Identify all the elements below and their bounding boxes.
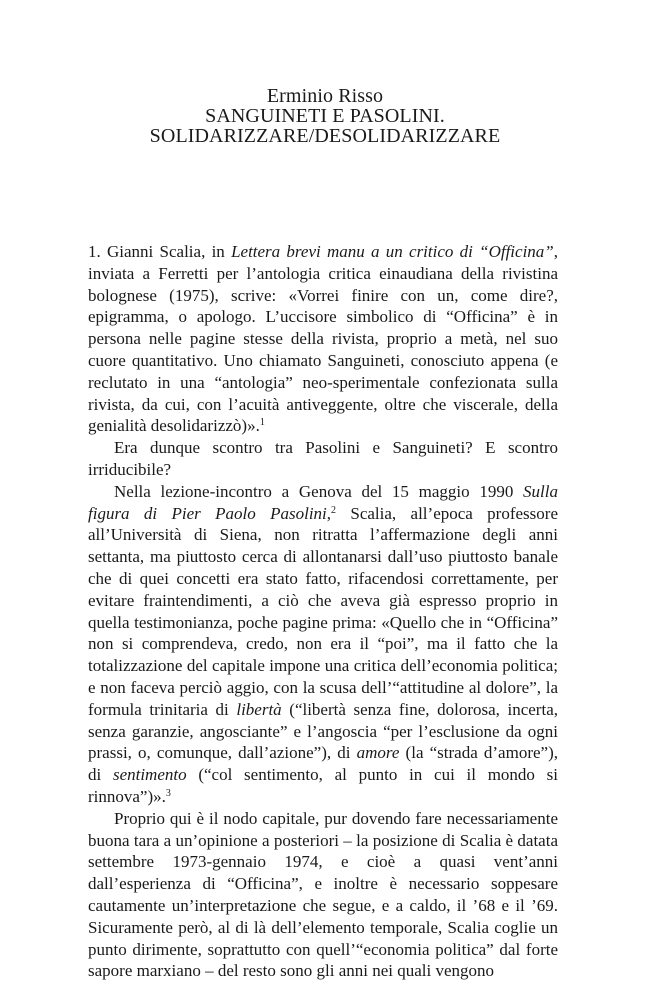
italic-title: Lettera brevi manu a un critico di “Officina”	[231, 242, 554, 261]
italic-title: Sulla figura di Pier Paolo Pasolini	[88, 481, 558, 523]
paragraph-3	[88, 481, 558, 808]
text-run: Scalia, all’epoca professore all’Università di Siena, non ritratta l’affermazione degli anni settanta, ma piuttosto cerca di allontanarsi dall’uso piuttosto banale che di quei concetti era stato fatto, rifacendosi correttamente, per evitare fraintendimenti, a ciò che aveva già espresso proprio in quella testimonianza, poche pagine prima: «Quello che in “Officina” non si comprendeva, credo, non era il “poi”, ma il fatto che la totalizzazione del capitale impone una critica dell’economia politica; e non faceva perciò aggio, con la scusa dell’“attitudine al dolore”, la formula trinitaria di	[88, 503, 558, 719]
italic-term: sentimento	[112, 765, 187, 785]
paragraph-2: Era dunque scontro tra Pasolini e Sanguineti? E scontro irriducibile?	[88, 438, 558, 479]
author-name: Erminio Risso	[266, 85, 384, 107]
text-run: Nella lezione-incontro a Genova del 15 maggio 1990	[114, 481, 524, 501]
text-run: (la “strada d’amore”), di	[88, 743, 558, 785]
text-run: , inviata a Ferretti per l’antologia critica einaudiana della rivistina bolognese (1975), scrive: «Vorrei finire con un, come dire?, epigramma, o apologo. L’uccisore simbolico di “Officina” è in persona nelle pagine stesse della rivista, proprio a metà, nel suo cuore quantitativo. Uno chiamato Sanguineti, conosciuto appena (e reclutato in una “antologia” neo-sperimentale confezionata sulla rivista, da cui, con l’acuità antiveggente, oltre che viscerale, della genialità desolidarizzò)».	[88, 242, 559, 436]
text-run: ,	[326, 503, 332, 523]
text-run: (“libertà senza fine, dolorosa, incerta, senza garanzie, angosciante” e l’angoscia “per l’esclusione da ogni prassi, o, comunque, dall’azione”), di	[88, 699, 558, 763]
italic-term: libertà	[236, 699, 282, 719]
chapter-title-line-2: SOLIDARIZZARE/DESOLIDARIZZARE	[149, 125, 501, 147]
paragraph-4: Proprio qui è il nodo capitale, pur dovendo fare necessariamente buona tara a un’opinione a posteriori – la posizione di Scalia è datata settembre 1973-gennaio 1974, e cioè a quasi vent’anni dall’esperienza di “Officina”, e inoltre è necessario soppesare cautamente un’interpretazione che segue, e a caldo, il ’68 e il ’69. Sicuramente però, al di là dell’elemento temporale, Scalia coglie un punto dirimente, soprattutto con quell’“economia politica” dal forte sapore marxiano – del resto sono gli anni nei quali vengono	[88, 808, 558, 981]
paragraph-1	[88, 241, 558, 437]
chapter-heading	[0, 86, 650, 146]
chapter-title-line-1: SANGUINETI E PASOLINI.	[205, 105, 445, 127]
text-run: (“col sentimento, al punto in cui il mondo si rinnova”)».	[88, 765, 558, 806]
footnote-marker: 2	[331, 504, 337, 516]
footnote-marker: 3	[165, 787, 171, 799]
body-text	[88, 241, 558, 982]
text-run: 1. Gianni Scalia, in	[88, 242, 232, 261]
footnote-marker: 1	[259, 417, 265, 429]
italic-term: amore	[356, 743, 400, 763]
